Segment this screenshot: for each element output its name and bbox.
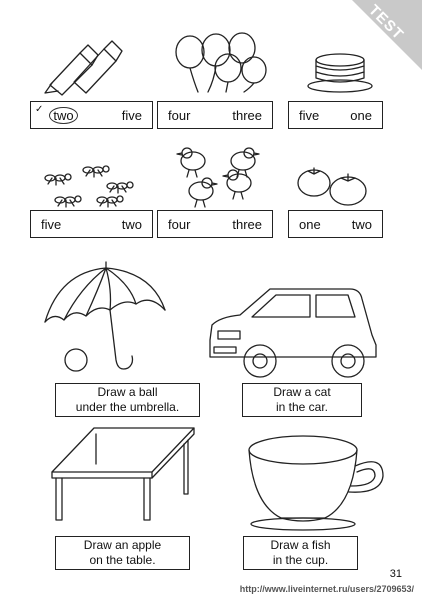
answer-box-ants[interactable] [30,210,153,238]
table-icon [48,420,198,525]
car-icon [200,285,390,380]
answer-option-three[interactable]: three [232,107,262,123]
task-instruction-line: under the umbrella. [75,400,180,414]
ant-icon [38,158,148,208]
answer-box-crayons[interactable] [30,101,153,129]
task-instruction-line: Draw an apple [83,538,162,552]
answer-option-four[interactable]: four [168,107,191,123]
task-box-car [242,383,362,417]
answer-option-two[interactable]: two [121,216,142,232]
answer-option-five[interactable]: five [121,107,142,123]
test-corner-label: TEST [365,1,407,44]
task-instruction-line: Draw a fish [270,538,331,552]
answer-option-four[interactable]: four [168,216,191,232]
answer-option-five[interactable]: five [299,107,320,123]
umbrella-icon [40,260,170,380]
task-instruction-line: on the table. [89,553,156,567]
task-instruction-line: in the cup. [272,553,329,567]
tomato-icon [296,163,371,208]
pancake-icon [305,52,375,94]
task-box-umbrella [55,383,200,417]
crayon-icon [40,35,130,95]
answer-box-birds[interactable] [157,210,273,238]
watermark-url: http://www.liveinternet.ru/users/2709653/ [239,584,414,594]
balloon-icon [170,32,270,94]
bird-icon [175,143,265,213]
task-instruction-line: in the car. [275,400,329,414]
task-instruction-line: Draw a cat [273,385,331,399]
cup-icon [245,432,390,532]
answer-box-pancakes[interactable] [288,101,383,129]
answer-option-three[interactable]: three [232,216,262,232]
answer-option-one[interactable]: one [299,216,321,232]
page-number: 31 [389,568,402,580]
answer-box-balloons[interactable] [157,101,273,129]
answer-option-two[interactable]: ✓ two [41,108,78,123]
task-box-table [55,536,190,570]
task-instruction-line: Draw a ball [97,385,158,399]
answer-box-tomatoes[interactable] [288,210,383,238]
answer-option-five[interactable]: five [41,216,62,232]
answer-option-one[interactable]: one [350,107,372,123]
task-box-cup [243,536,358,570]
check-mark-icon: ✓ [35,103,44,115]
answer-option-two[interactable]: two [351,216,372,232]
